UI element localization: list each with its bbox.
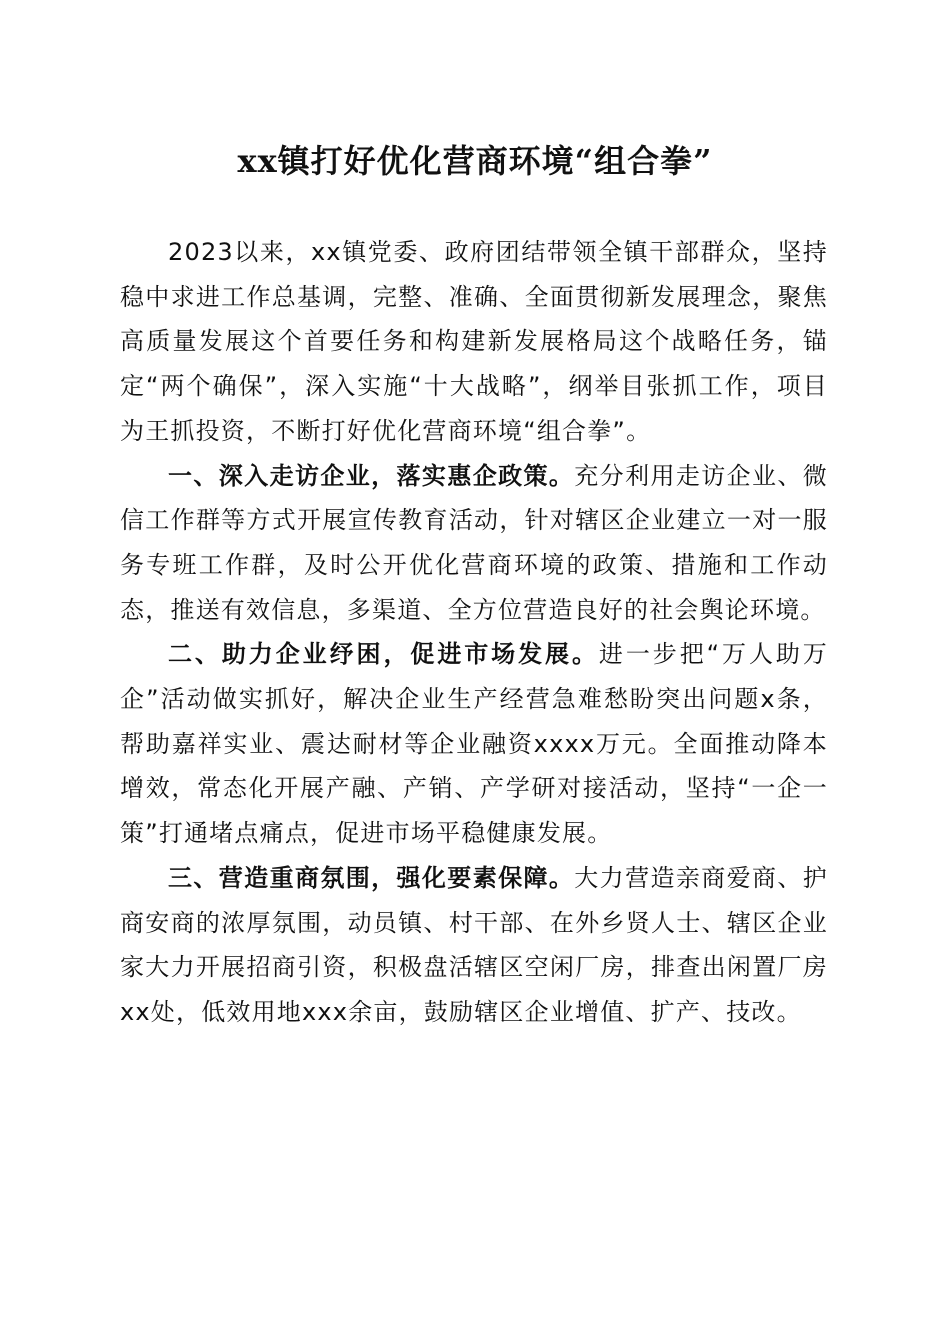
intro-paragraph — [120, 230, 828, 454]
section-text-2: 进一步把“万人助万企”活动做实抓好，解决企业生产经营急难愁盼突出问题x条，帮助嘉祥实业、震达耐材等企业融资xxxx万元。全面推动降本增效，常态化开展产融、产销、产学研对接活动，坚持“一企一策”打通堵点痛点，促进市场平稳健康发展。 — [120, 640, 829, 848]
section-text-1: 充分利用走访企业、微信工作群等方式开展宣传教育活动，针对辖区企业建立一对一服务专班工作群，及时公开优化营商环境的政策、措施和工作动态，推送有效信息，多渠道、全方位营造良好的社会舆论环境。 — [120, 461, 829, 624]
document-title: xx镇打好优化营商环境“组合拳” — [237, 142, 713, 180]
document-body — [120, 230, 828, 1035]
section-heading-3: 三、营造重商氛围，强化要素保障。 — [168, 863, 575, 892]
paragraph-text: 2023以来，xx镇党委、政府团结带领全镇干部群众，坚持稳中求进工作总基调，完整、准确、全面贯彻新发展理念，聚焦高质量发展这个首要任务和构建新发展格局这个战略任务，锚定“两个确保”，深入实施“十大战略”，纲举目张抓工作，项目为王抓投资，不断打好优化营商环境“组合拳”。 — [120, 238, 828, 445]
section-text-3: 大力营造亲商爱商、护商安商的浓厚氛围，动员镇、村干部、在外乡贤人士、辖区企业家大力开展招商引资，积极盘活辖区空闲厂房，排查出闲置厂房xx处，低效用地xxx余亩，鼓励辖区企业增值、扩产、技改。 — [120, 863, 829, 1026]
section-paragraph-2 — [120, 632, 828, 856]
section-heading-2: 二、助力企业纾困，促进市场发展。 — [168, 640, 599, 669]
section-paragraph-1 — [120, 454, 828, 633]
section-paragraph-3 — [120, 856, 828, 1035]
section-heading-1: 一、深入走访企业，落实惠企政策。 — [168, 461, 575, 490]
